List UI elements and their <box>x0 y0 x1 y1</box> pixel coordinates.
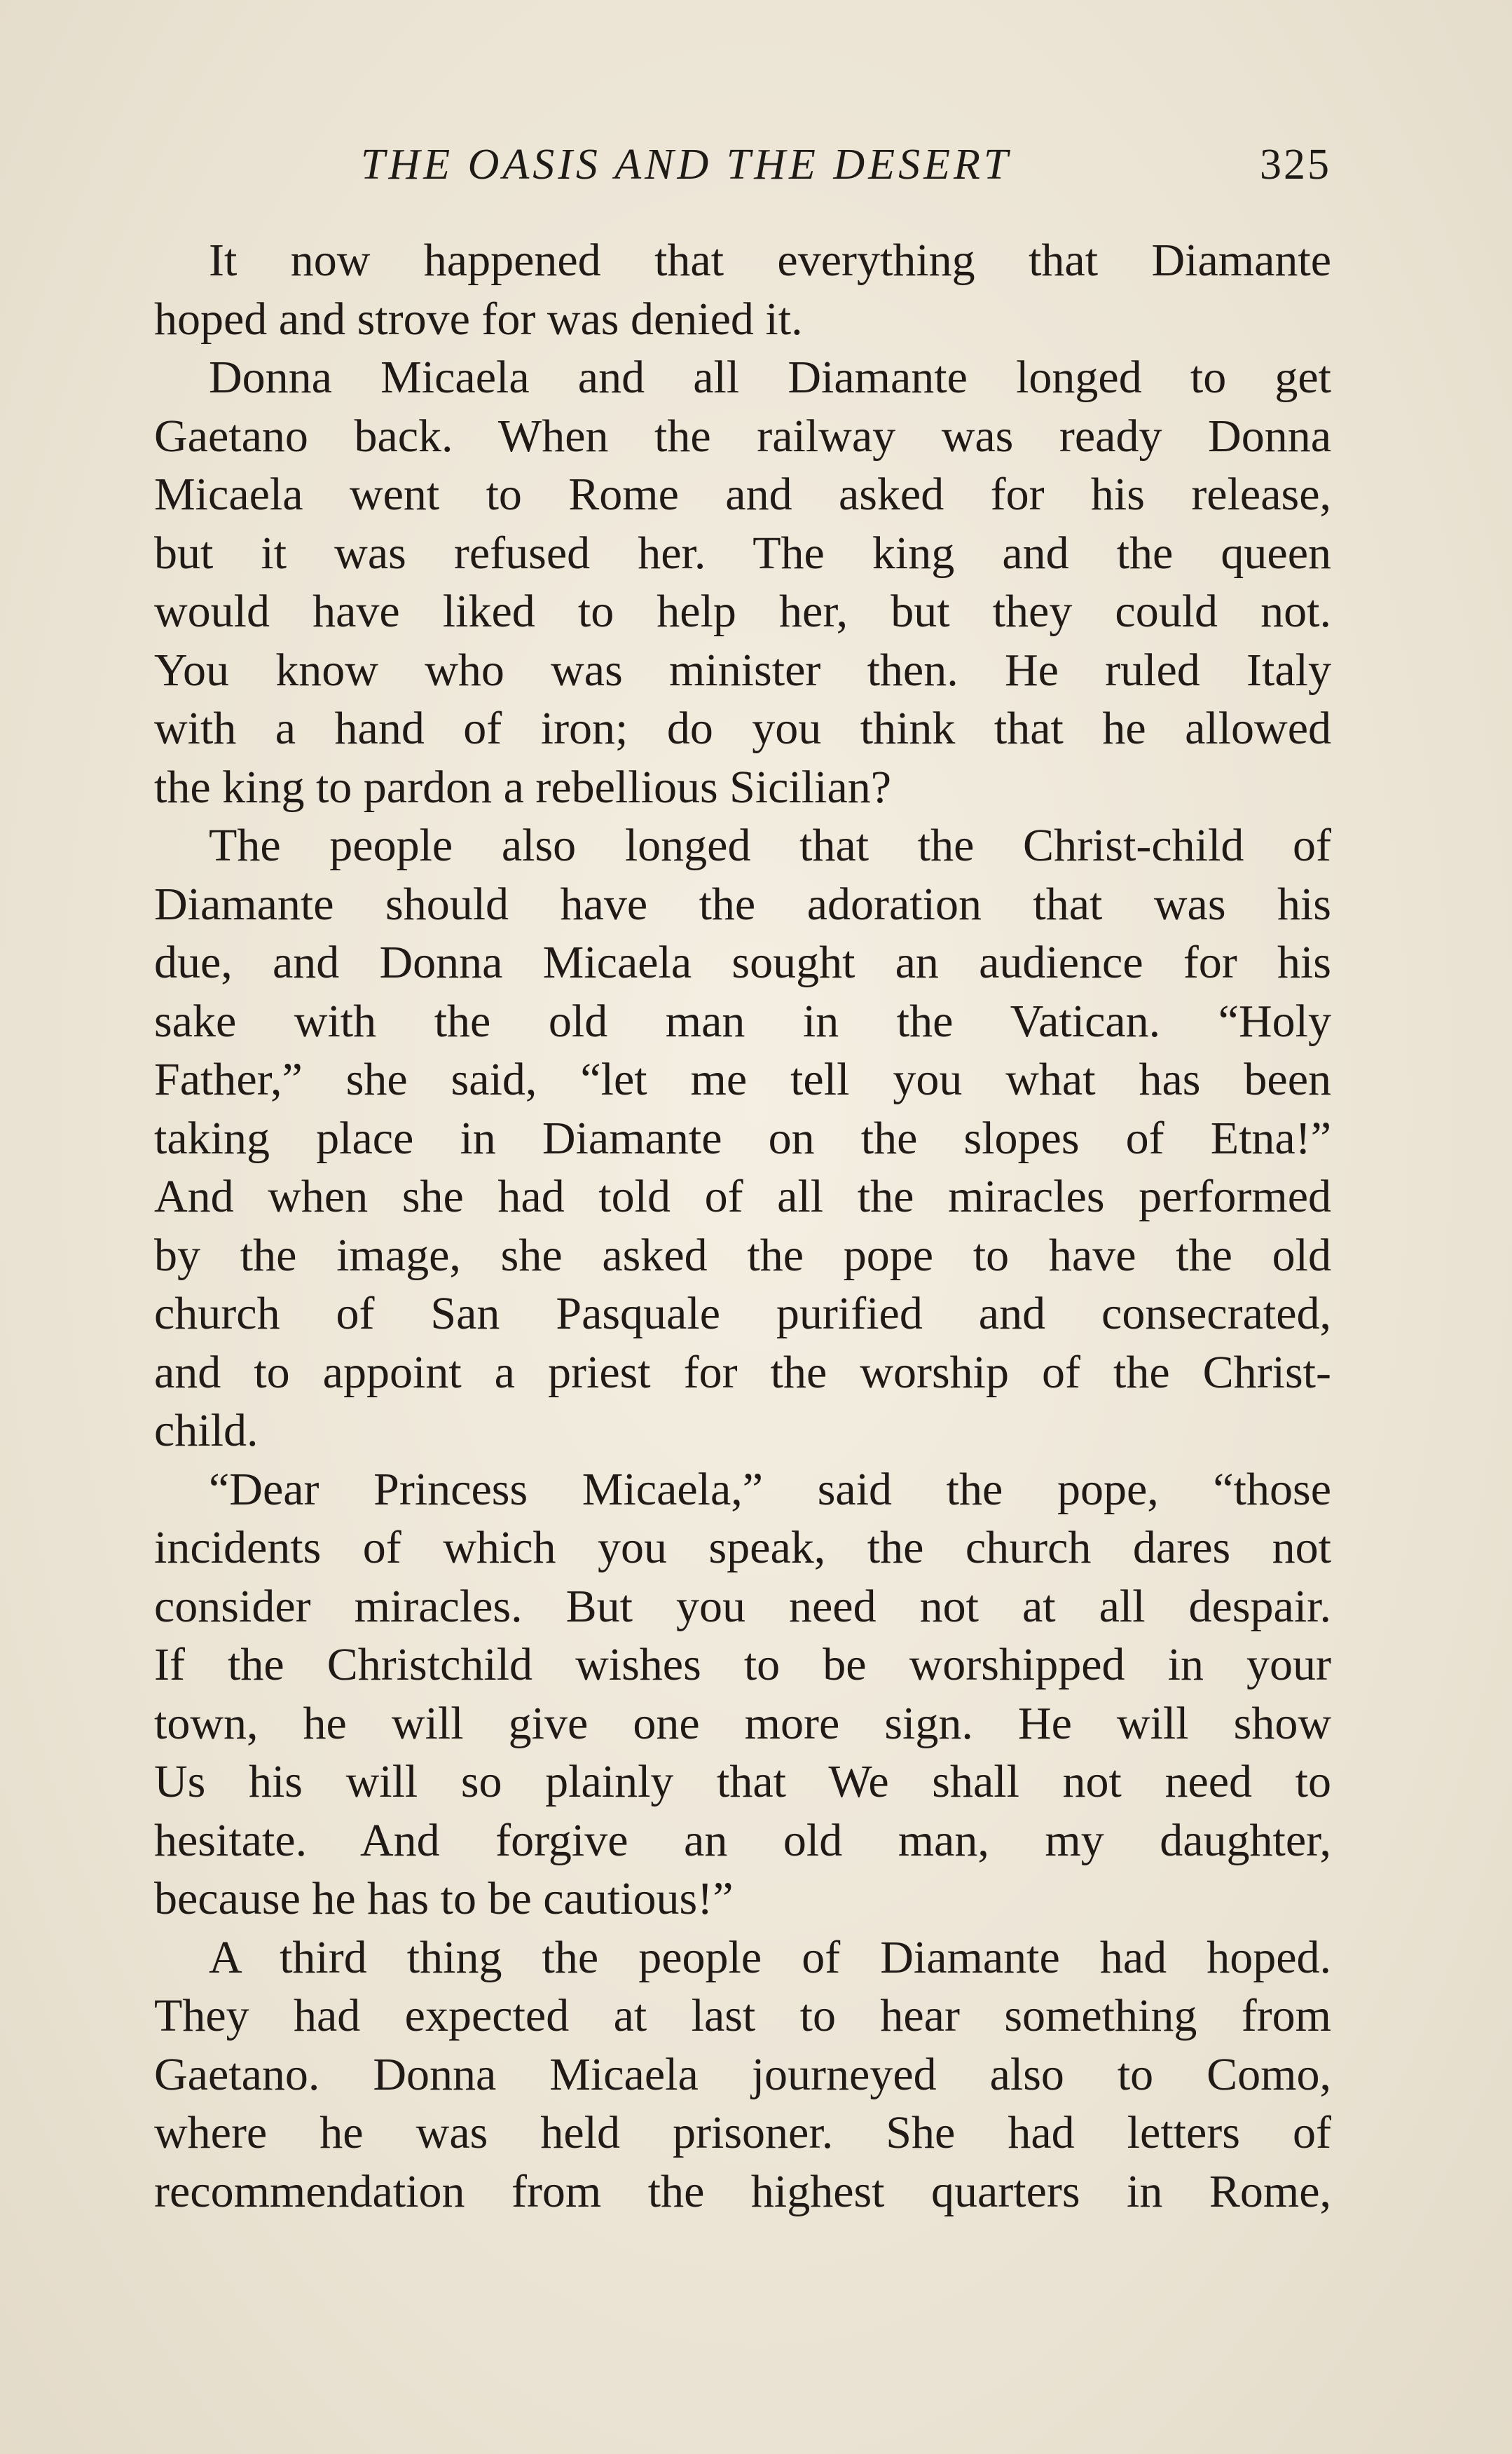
text-line: the king to pardon a rebellious Sicilian? <box>154 761 892 813</box>
text-line: hoped and strove for was denied it. <box>154 293 803 345</box>
text-line: town, he will give one more sign. He will show <box>154 1697 1331 1749</box>
text-line: sake with the old man in the Vatican. “Holy <box>154 995 1331 1047</box>
text-line: child. <box>154 1405 259 1456</box>
text-line: Diamante should have the adoration that was his <box>154 878 1331 930</box>
text-line: A third thing the people of Diamante had hoped. <box>209 1931 1331 1983</box>
running-head <box>154 140 1331 203</box>
text-line: Micaela went to Rome and asked for his release, <box>154 469 1331 520</box>
text-line: where he was held prisoner. She had letters of <box>154 2107 1331 2158</box>
text-line: Gaetano. Donna Micaela journeyed also to Como, <box>154 2048 1331 2100</box>
text-line: by the image, she asked the pope to have the old <box>154 1229 1331 1281</box>
text-line: because he has to be cautious!” <box>154 1873 734 1924</box>
text-line: And when she had told of all the miracles performed <box>154 1171 1331 1222</box>
text-line: Father,” she said, “let me tell you what has been <box>154 1054 1331 1105</box>
text-line: taking place in Diamante on the slopes of Etna!” <box>154 1112 1331 1164</box>
text-line: incidents of which you speak, the church dares not <box>154 1522 1331 1573</box>
text-line: Gaetano back. When the railway was ready Donna <box>154 410 1331 462</box>
text-line: due, and Donna Micaela sought an audience for his <box>154 937 1331 988</box>
page-number: 325 <box>1260 141 1331 188</box>
text-line: If the Christchild wishes to be worshipped in your <box>154 1639 1331 1690</box>
text-line: consider miracles. But you need not at all despair. <box>154 1580 1331 1632</box>
running-title: THE OASIS AND THE DESERT <box>361 141 1012 188</box>
text-line: Donna Micaela and all Diamante longed to get <box>209 352 1331 403</box>
text-line: would have liked to help her, but they could not. <box>154 586 1331 637</box>
text-line: with a hand of iron; do you think that he allowed <box>154 703 1331 754</box>
text-line: You know who was minister then. He ruled Italy <box>154 644 1331 696</box>
text-line: and to appoint a priest for the worship of the Christ- <box>154 1346 1331 1398</box>
body-text <box>154 231 1331 2221</box>
text-line: but it was refused her. The king and the queen <box>154 527 1331 579</box>
text-line: It now happened that everything that Diamante <box>209 235 1331 286</box>
text-line: church of San Pasquale purified and consecrated, <box>154 1288 1331 1339</box>
text-line: recommendation from the highest quarters in Rome, <box>154 2165 1331 2217</box>
text-line: The people also longed that the Christ-child of <box>209 820 1331 871</box>
text-line: hesitate. And forgive an old man, my daughter, <box>154 1814 1331 1866</box>
text-line: Us his will so plainly that We shall not need to <box>154 1756 1331 1807</box>
text-line: They had expected at last to hear something from <box>154 1990 1331 2041</box>
text-line: “Dear Princess Micaela,” said the pope, “those <box>209 1463 1331 1515</box>
